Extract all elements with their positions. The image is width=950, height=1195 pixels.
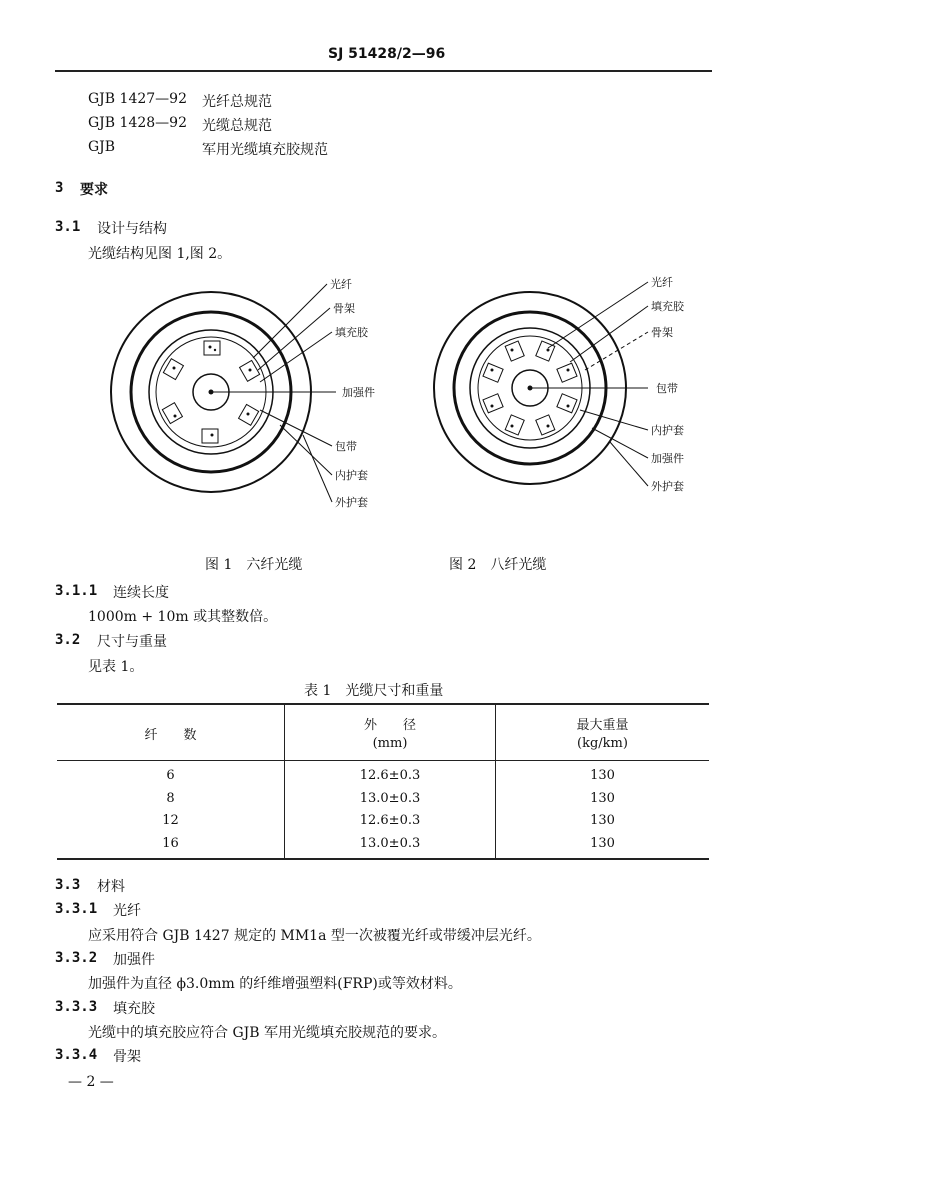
section-number: 3 (55, 180, 64, 196)
label-fiber: 光纤 (330, 278, 352, 291)
label-strength: 加强件 (342, 386, 375, 399)
section-title: 设计与结构 (97, 221, 167, 237)
table-cell: 16 (162, 836, 179, 851)
section-body: 1000m + 10m 或其整数倍。 (88, 609, 278, 625)
ref-code: GJB (88, 139, 116, 155)
section-number: 3.3.1 (55, 901, 98, 917)
ref-code: GJB 1427—92 (88, 91, 187, 107)
section-number: 3.3.3 (55, 999, 98, 1015)
table-header-rule (57, 760, 709, 761)
section-title: 光纤 (113, 903, 141, 919)
table-cell: 13.0±0.3 (359, 836, 421, 851)
label-skeleton: 骨架 (651, 326, 673, 339)
table-cell: 130 (590, 768, 615, 783)
document-code: SJ 51428/2—96 (328, 46, 446, 62)
label-outer-sheath: 外护套 (335, 496, 368, 509)
section-number: 3.3 (55, 877, 81, 893)
section-title: 尺寸与重量 (97, 634, 167, 650)
label-gel: 填充胶 (651, 300, 684, 313)
label-tape: 包带 (335, 440, 357, 453)
label-tape: 包带 (656, 382, 678, 395)
header-rule (55, 70, 712, 72)
label-strength: 加强件 (651, 452, 684, 465)
table-header-cell: 最大重量 (576, 718, 629, 733)
label-skeleton: 骨架 (333, 302, 355, 315)
table-header-unit: (mm) (372, 736, 408, 751)
label-inner-sheath: 内护套 (651, 424, 684, 437)
figure-2-caption: 图 2 八纤光缆 (449, 557, 547, 573)
table-top-rule (57, 703, 709, 705)
table-cell: 13.0±0.3 (359, 791, 421, 806)
ref-title: 军用光缆填充胶规范 (202, 142, 328, 158)
table-cell: 6 (166, 768, 175, 783)
label-fiber: 光纤 (651, 276, 673, 289)
section-title: 骨架 (113, 1049, 141, 1065)
section-number: 3.3.4 (55, 1047, 98, 1063)
figure-2-diagram (420, 270, 720, 510)
section-body: 光缆结构见图 1,图 2。 (88, 246, 232, 262)
ref-code: GJB 1428—92 (88, 115, 187, 131)
table-cell: 130 (590, 813, 615, 828)
table-caption: 表 1 光缆尺寸和重量 (304, 683, 444, 699)
label-inner-sheath: 内护套 (335, 469, 368, 482)
table-header-cell: 外 径 (363, 718, 416, 733)
label-gel: 填充胶 (335, 326, 368, 339)
table-header-cell: 纤 数 (144, 728, 197, 743)
section-body: 光缆中的填充胶应符合 GJB 军用光缆填充胶规范的要求。 (88, 1025, 446, 1041)
section-body: 加强件为直径 ϕ3.0mm 的纤维增强塑料(FRP)或等效材料。 (88, 976, 462, 992)
table-header-unit: (kg/km) (577, 736, 628, 751)
section-title: 加强件 (113, 952, 155, 968)
section-title: 填充胶 (113, 1001, 155, 1017)
label-outer-sheath: 外护套 (651, 480, 684, 493)
section-number: 3.3.2 (55, 950, 98, 966)
table-cell: 12.6±0.3 (359, 768, 421, 783)
section-body: 见表 1。 (88, 659, 144, 675)
table-cell: 8 (166, 791, 175, 806)
figure-1-diagram (100, 270, 420, 510)
table-cell: 130 (590, 791, 615, 806)
figure-1-caption: 图 1 六纤光缆 (205, 557, 303, 573)
ref-title: 光缆总规范 (202, 118, 272, 134)
section-number: 3.1 (55, 219, 81, 235)
section-number: 3.2 (55, 632, 81, 648)
table-bottom-rule (57, 858, 709, 860)
page-number: — 2 — (68, 1074, 114, 1090)
section-title: 要求 (80, 182, 108, 198)
table-cell: 12.6±0.3 (359, 813, 421, 828)
table-cell: 12 (162, 813, 179, 828)
section-body: 应采用符合 GJB 1427 规定的 MM1a 型一次被覆光纤或带缓冲层光纤。 (88, 928, 541, 944)
section-title: 材料 (97, 879, 125, 895)
section-number: 3.1.1 (55, 583, 98, 599)
table-cell: 130 (590, 836, 615, 851)
ref-title: 光纤总规范 (202, 94, 272, 110)
section-title: 连续长度 (113, 585, 169, 601)
